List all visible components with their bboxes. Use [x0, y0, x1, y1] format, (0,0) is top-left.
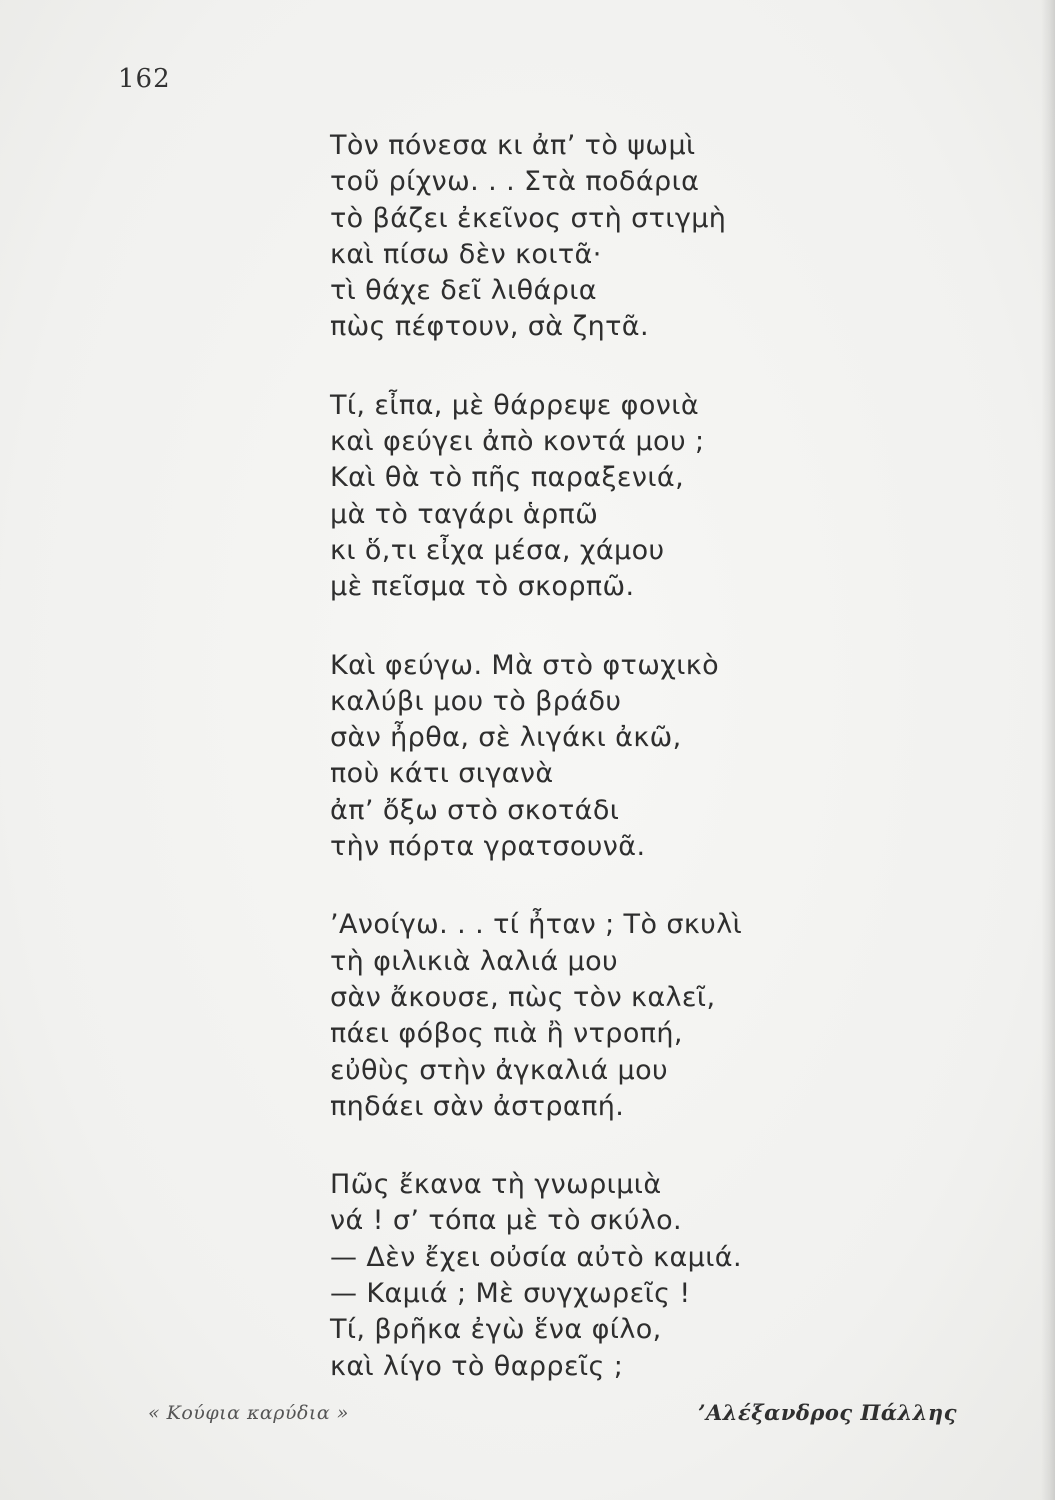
poem-line: τὸ βάζει ἐκεῖνος στὴ στιγμὴ: [330, 202, 727, 234]
poem-line: πηδάει σὰν ἀστραπή.: [330, 1090, 625, 1122]
poem-line: σὰν ἄκουσε, πὼς τὸν καλεῖ,: [330, 981, 716, 1013]
footer-author: ’Αλέξανδρος Πάλλης: [698, 1400, 957, 1425]
stanza: [330, 1167, 990, 1385]
poem-line: Τὸν πόνεσα κι ἀπ’ τὸ ψωμὶ: [330, 130, 696, 161]
poem-line: μὰ τὸ ταγάρι ἁρπῶ: [330, 498, 599, 530]
page-spine-shadow: [1041, 0, 1055, 1500]
poem: [330, 128, 990, 1427]
poem-line: νά ! σ’ τόπα μὲ τὸ σκύλο.: [330, 1205, 682, 1237]
poem-line: Καὶ θὰ τὸ πῆς παραξενιά,: [330, 462, 685, 494]
poem-line: μὲ πεῖσμα τὸ σκορπῶ.: [330, 571, 635, 603]
poem-line: ἀπ’ ὄξω στὸ σκοτάδι: [330, 794, 620, 826]
poem-line: τὶ θάχε δεῖ λιθάρια: [330, 275, 598, 307]
footer-book-title: « Κούφια καρύδια »: [148, 1402, 349, 1424]
poem-line: — Καμιά ; Μὲ συγχωρεῖς !: [330, 1278, 691, 1310]
poem-line: εὐθὺς στὴν ἀγκαλιά μου: [330, 1054, 669, 1086]
poem-line: τὴ φιλικιὰ λαλιά μου: [330, 945, 619, 977]
poem-line: κι ὅ,τι εἶχα μέσα, χάμου: [330, 534, 665, 566]
poem-line: Τί, εἶπα, μὲ θάρρεψε φονιὰ: [330, 389, 700, 421]
poem-line: καὶ λίγο τὸ θαρρεῖς ;: [330, 1350, 624, 1382]
poem-line: καὶ πίσω δὲν κοιτᾶ·: [330, 238, 602, 270]
poem-line: καλύβι μου τὸ βράδυ: [330, 685, 622, 717]
poem-line: Καὶ φεύγω. Μὰ στὸ φτωχικὸ: [330, 649, 719, 681]
poem-line: καὶ φεύγει ἀπὸ κοντά μου ;: [330, 426, 705, 458]
stanza: [330, 388, 990, 606]
poem-line: — Δὲν ἔχει οὐσία αὐτὸ καμιά.: [330, 1241, 742, 1273]
poem-line: σὰν ἦρθα, σὲ λιγάκι ἀκῶ,: [330, 722, 682, 754]
page-number: 162: [118, 64, 171, 94]
stanza: [330, 907, 990, 1125]
poem-line: ποὺ κάτι σιγανὰ: [330, 758, 554, 790]
poem-line: πὼς πέφτουν, σὰ ζητᾶ.: [330, 311, 649, 343]
stanza: [330, 128, 990, 346]
poem-line: τοῦ ρίχνω. . . Στὰ ποδάρια: [330, 166, 700, 198]
poem-line: πάει φόβος πιὰ ἢ ντροπή,: [330, 1018, 683, 1050]
poem-line: Πῶς ἔκανα τὴ γνωριμιὰ: [330, 1169, 662, 1201]
poem-line: τὴν πόρτα γρατσουνᾶ.: [330, 831, 646, 863]
poem-line: Τί, βρῆκα ἐγὼ ἕνα φίλο,: [330, 1314, 662, 1346]
stanza: [330, 648, 990, 866]
poem-line: ’Ανοίγω. . . τί ἦταν ; Τὸ σκυλὶ: [330, 909, 743, 941]
